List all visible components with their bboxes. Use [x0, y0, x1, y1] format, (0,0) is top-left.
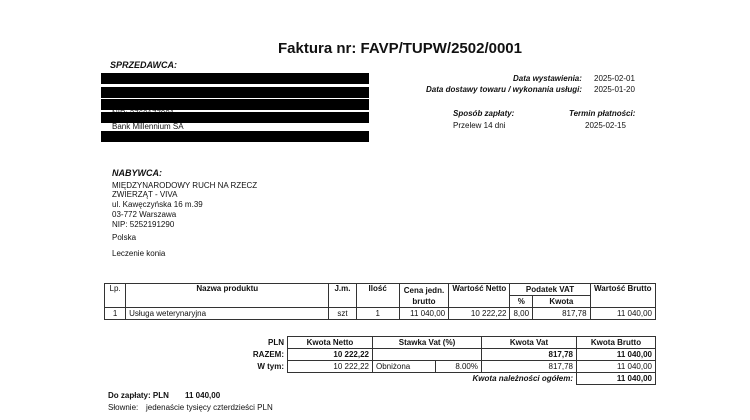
row-jm: szt: [329, 308, 356, 320]
summary-total-vat: 817,78: [482, 349, 577, 361]
buyer-note: Leczenie konia: [112, 249, 166, 258]
payment-term-label: Termin płatności:: [569, 109, 636, 118]
summary-table: [241, 336, 656, 385]
col-vat: Podatek VAT: [510, 284, 590, 296]
seller-heading: SPRZEDAWCA:: [110, 60, 177, 70]
summary-total-gross: 11 040,00: [577, 349, 656, 361]
row-name: Usługa weterynaryjna: [126, 308, 329, 320]
col-vat-amt: Kwota: [533, 296, 590, 308]
row-vat-amt: 817,78: [533, 308, 590, 320]
row-lp: 1: [105, 308, 126, 320]
words-value: jedenaście tysięcy czterdzieści PLN: [146, 403, 273, 412]
words-label: Słownie:: [108, 403, 139, 412]
summary-col-rate: Stawka Vat (%): [373, 337, 482, 349]
col-jm: J.m.: [329, 284, 356, 308]
delivery-date-label: Data dostawy towaru / wykonania usługi:: [426, 85, 583, 94]
buyer-name-line1: MIĘDZYNARODOWY RUCH NA RZECZ: [112, 181, 258, 190]
delivery-date-value: 2025-01-20: [594, 85, 635, 94]
summary-sub-gross: 11 040,00: [577, 361, 656, 373]
buyer-name-line2: ZWIERZĄT - VIVA: [112, 190, 178, 199]
redaction-bar: [101, 131, 369, 142]
seller-bank: Bank Millennium SA: [112, 122, 184, 131]
col-gross: Wartość Brutto: [590, 284, 655, 308]
summary-sub-rate-value: 8.00%: [436, 361, 482, 373]
buyer-country: Polska: [112, 233, 137, 242]
col-vat-pct: %: [510, 296, 533, 308]
summary-sub-rate-name: Obniżona: [373, 361, 436, 373]
row-unit-price: 11 040,00: [399, 308, 448, 320]
row-gross: 11 040,00: [590, 308, 655, 320]
summary-col-net: Kwota Netto: [288, 337, 373, 349]
payment-term-value: 2025-02-15: [585, 121, 626, 130]
col-qty: Ilość: [356, 284, 399, 308]
row-vat-pct: 8,00: [510, 308, 533, 320]
items-table: [104, 283, 656, 320]
summary-sub-vat: 817,78: [482, 361, 577, 373]
row-qty: 1: [356, 308, 399, 320]
payment-method-value: Przelew 14 dni: [453, 121, 506, 130]
summary-col-vat: Kwota Vat: [482, 337, 577, 349]
summary-due-value: 11 040,00: [577, 373, 656, 385]
row-net: 10 222,22: [449, 308, 510, 320]
buyer-city: 03-772 Warszawa: [112, 210, 177, 219]
invoice-title: Faktura nr: FAVP/TUPW/2502/0001: [278, 40, 522, 57]
summary-sub-label: W tym:: [257, 362, 284, 371]
col-net: Wartość Netto: [449, 284, 510, 308]
issue-date-value: 2025-02-01: [594, 74, 635, 83]
summary-currency: PLN: [268, 338, 284, 347]
col-lp: Lp.: [105, 284, 126, 308]
summary-total-net: 10 222,22: [288, 349, 373, 361]
col-name: Nazwa produktu: [126, 284, 329, 308]
to-pay-label: Do zapłaty: PLN: [108, 391, 169, 400]
summary-sub-net: 10 222,22: [288, 361, 373, 373]
buyer-heading: NABYWCA:: [112, 168, 162, 178]
to-pay-value: 11 040,00: [185, 391, 221, 400]
payment-method-label: Sposób zapłaty:: [453, 109, 515, 118]
summary-col-gross: Kwota Brutto: [577, 337, 656, 349]
issue-date-label: Data wystawienia:: [513, 74, 582, 83]
summary-total-label: RAZEM:: [252, 350, 284, 359]
col-unit-price: Cena jedn. brutto: [399, 284, 448, 308]
summary-due-label: Kwota należności ogółem:: [472, 374, 573, 384]
buyer-street: ul. Kawęczyńska 16 m.39: [112, 200, 203, 209]
redaction-bar: [101, 73, 369, 84]
redaction-bar: [101, 87, 369, 98]
table-row: [105, 308, 656, 320]
buyer-nip: NIP: 5252191290: [112, 220, 175, 229]
